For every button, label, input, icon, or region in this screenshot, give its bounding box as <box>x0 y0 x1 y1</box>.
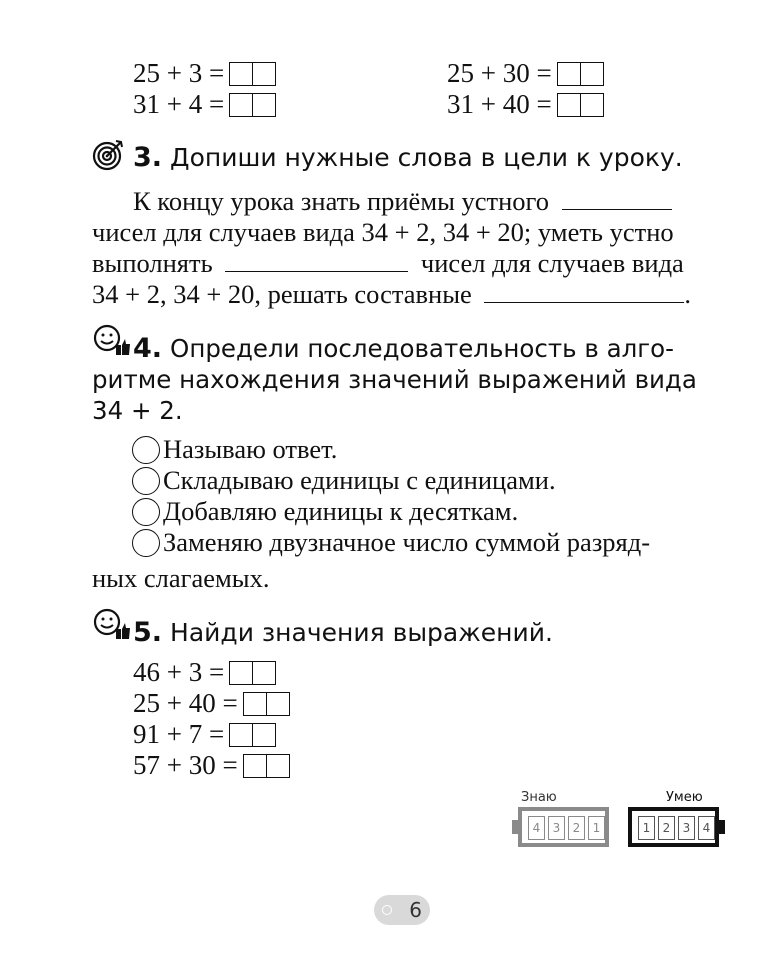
exercise-row <box>133 89 276 120</box>
smiley-thumb-icon <box>92 607 132 648</box>
answer-box[interactable] <box>243 754 290 778</box>
order-circle[interactable] <box>132 467 160 495</box>
answer-box[interactable] <box>229 723 276 747</box>
target-icon <box>92 138 126 177</box>
text: 34 + 2, 34 + 20, решать составные <box>92 279 472 309</box>
can-cell[interactable]: 1 <box>638 816 655 840</box>
step-item <box>132 434 650 465</box>
task-number: 3. <box>133 142 163 173</box>
fill-blank[interactable] <box>562 189 672 210</box>
text: выполнять <box>92 248 213 278</box>
answer-box[interactable] <box>229 661 276 685</box>
exercise-row <box>133 58 276 89</box>
fill-blank[interactable] <box>484 282 684 303</box>
page-number-badge <box>374 895 430 925</box>
exercise-text: 57 + 30 = <box>133 750 238 780</box>
task3-line3 <box>92 248 684 279</box>
task4-heading <box>133 334 674 365</box>
exercise-text: 25 + 3 = <box>133 58 225 88</box>
decor-circle-icon <box>382 905 392 915</box>
exercise-text: 25 + 30 = <box>447 58 552 88</box>
know-cell[interactable]: 3 <box>548 816 565 840</box>
page-number: 6 <box>409 898 422 922</box>
task4-title-line3: 34 + 2. <box>92 396 183 425</box>
can-cell[interactable]: 3 <box>678 816 695 840</box>
exercise-text: 31 + 40 = <box>447 89 552 119</box>
task4-step-continuation: ных слагаемых. <box>92 563 270 593</box>
top-exercises-right <box>447 58 604 120</box>
order-circle[interactable] <box>132 436 160 464</box>
top-exercises-left <box>133 58 276 120</box>
task3-line2 <box>92 217 674 248</box>
task-title: Определи последовательность в алго- <box>170 334 674 363</box>
task4-steps <box>132 434 650 558</box>
exercise-row <box>133 688 290 719</box>
step-text: Добавляю единицы к десяткам. <box>163 496 519 527</box>
know-cell[interactable]: 1 <box>588 816 605 840</box>
order-circle[interactable] <box>132 529 160 557</box>
exercise-row <box>447 89 604 120</box>
exercise-text: 25 + 40 = <box>133 688 238 718</box>
answer-box[interactable] <box>557 93 604 117</box>
task3-heading <box>133 143 683 173</box>
answer-box[interactable] <box>243 692 290 716</box>
task5-exercises <box>133 657 290 781</box>
exercise-row <box>447 58 604 89</box>
know-cell[interactable]: 2 <box>568 816 585 840</box>
can-label: Умею <box>666 790 703 805</box>
task-number: 5. <box>133 617 163 648</box>
know-label: Знаю <box>521 790 557 805</box>
know-cell[interactable]: 4 <box>528 816 545 840</box>
task3-line4 <box>92 279 691 310</box>
battery-terminal <box>719 820 725 834</box>
step-text: Складываю единицы с единицами. <box>163 465 556 496</box>
text: чисел для случаев вида 34 + 2, 34 + 20; уметь устно <box>92 217 674 247</box>
text: чисел для случаев вида <box>420 248 684 278</box>
task-title: Допиши нужные слова в цели к уроку. <box>170 143 683 172</box>
task3-line1 <box>133 186 672 217</box>
can-cell[interactable]: 2 <box>658 816 675 840</box>
answer-box[interactable] <box>557 62 604 86</box>
step-item <box>132 465 650 496</box>
exercise-row <box>133 750 290 781</box>
exercise-text: 31 + 4 = <box>133 89 225 119</box>
exercise-text: 91 + 7 = <box>133 719 225 749</box>
battery-body <box>628 807 719 847</box>
text: К концу урока знать приёмы устного <box>133 186 550 216</box>
smiley-thumb-icon <box>92 323 132 364</box>
exercise-row <box>133 719 290 750</box>
task4-title-line2: ритме нахождения значений выражений вида <box>92 365 697 394</box>
answer-box[interactable] <box>229 62 276 86</box>
task5-heading <box>133 618 553 648</box>
exercise-row <box>133 657 290 688</box>
task-number: 4. <box>133 333 163 364</box>
exercise-text: 46 + 3 = <box>133 657 225 687</box>
can-cell[interactable]: 4 <box>698 816 715 840</box>
text: . <box>684 279 692 309</box>
step-item <box>132 527 650 558</box>
order-circle[interactable] <box>132 498 160 526</box>
fill-blank[interactable] <box>225 251 408 272</box>
answer-box[interactable] <box>229 93 276 117</box>
task-title: Найди значения выражений. <box>170 618 553 647</box>
step-text: Называю ответ. <box>163 434 338 465</box>
battery-body <box>518 807 609 847</box>
step-text: Заменяю двузначное число суммой разряд- <box>163 527 651 558</box>
step-item <box>132 496 650 527</box>
